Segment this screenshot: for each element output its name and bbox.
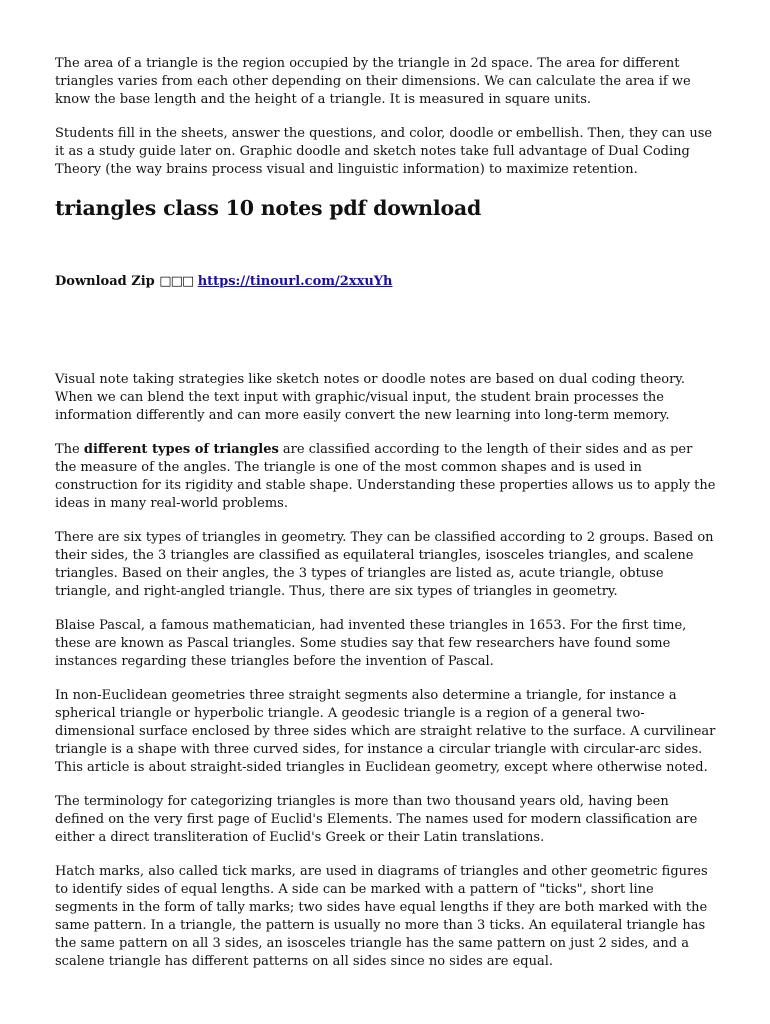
paragraph-rest: are classified according to the length of their sides and as per the measure of the angles. The triangle is one of the most common shapes and is used in construction for its rigidity and stable shape. Understanding these properties allows us to apply the ideas in many real-world problems. bbox=[55, 442, 716, 511]
paragraph-non-euclidean: In non-Euclidean geometries three straight segments also determine a triangle, for instance a spherical triangle or hyperbolic triangle. A geodesic triangle is a region of a general two-dimensional surface enclosed by three sides which are straight relative to the surface. A curvilinear triangle is a shape with three curved sides, for instance a circular triangle with circular-arc sides. This article is about straight-sided triangles in Euclidean geometry, except where otherwise noted. bbox=[55, 688, 716, 775]
paragraph-hatch-marks: Hatch marks, also called tick marks, are used in diagrams of triangles and other geometric figures to identify sides of equal lengths. A side can be marked with a pattern of "ticks", short line segments in the form of tally marks; two sides have equal lengths if they are both marked with the same pattern. In a triangle, the pattern is usually no more than 3 ticks. An equilateral triangle has the same pattern on all 3 sides, an isosceles triangle has the same pattern on just 2 sides, and a scalene triangle has different patterns on all sides since no sides are equal. bbox=[55, 864, 708, 969]
bold-phrase: different types of triangles bbox=[83, 442, 279, 457]
intro-paragraph-students: Students fill in the sheets, answer the questions, and color, doodle or embellish. Then, they can use it as a study guide later on. Graphic doodle and sketch notes take full advantage of Dual Coding Theory (the way brains process visual and linguistic information) to maximize retention. bbox=[55, 126, 713, 177]
paragraph-pascal: Blaise Pascal, a famous mathematician, had invented these triangles in 1653. For the first time, these are known as Pascal triangles. Some studies say that few researchers have found some instances regarding these triangles before the invention of Pascal. bbox=[55, 618, 687, 669]
paragraph-terminology: The terminology for categorizing triangles is more than two thousand years old, having been defined on the very first page of Euclid's Elements. The names used for modern classification are either a direct transliteration of Euclid's Greek or their Latin translations. bbox=[55, 794, 698, 845]
download-line bbox=[55, 273, 717, 291]
paragraph-six-types: There are six types of triangles in geometry. They can be classified according to 2 groups. Based on their sides, the 3 triangles are classified as equilateral triangles, isosceles triangles, and scalene triangles. Based on their angles, the 3 types of triangles are listed as, acute triangle, obtuse triangle, and right-angled triangle. Thus, there are six types of triangles in geometry. bbox=[55, 530, 714, 599]
document-page bbox=[55, 55, 717, 987]
download-label: Download Zip bbox=[55, 274, 155, 289]
download-link[interactable]: https://tinourl.com/2xxuYh bbox=[197, 274, 393, 289]
paragraph-types-of-triangles bbox=[55, 441, 717, 513]
paragraph-prefix: The bbox=[55, 442, 84, 457]
page-heading: triangles class 10 notes pdf download bbox=[55, 196, 482, 220]
download-symbols: □□□ bbox=[159, 274, 194, 289]
paragraph-visual-note-taking: Visual note taking strategies like sketch notes or doodle notes are based on dual coding theory. When we can blend the text input with graphic/visual input, the student brain processes the information differently and can more easily convert the new learning into long-term memory. bbox=[55, 372, 686, 423]
intro-paragraph-area: The area of a triangle is the region occupied by the triangle in 2d space. The area for different triangles varies from each other depending on their dimensions. We can calculate the area if we know the base length and the height of a triangle. It is measured in square units. bbox=[55, 56, 691, 107]
